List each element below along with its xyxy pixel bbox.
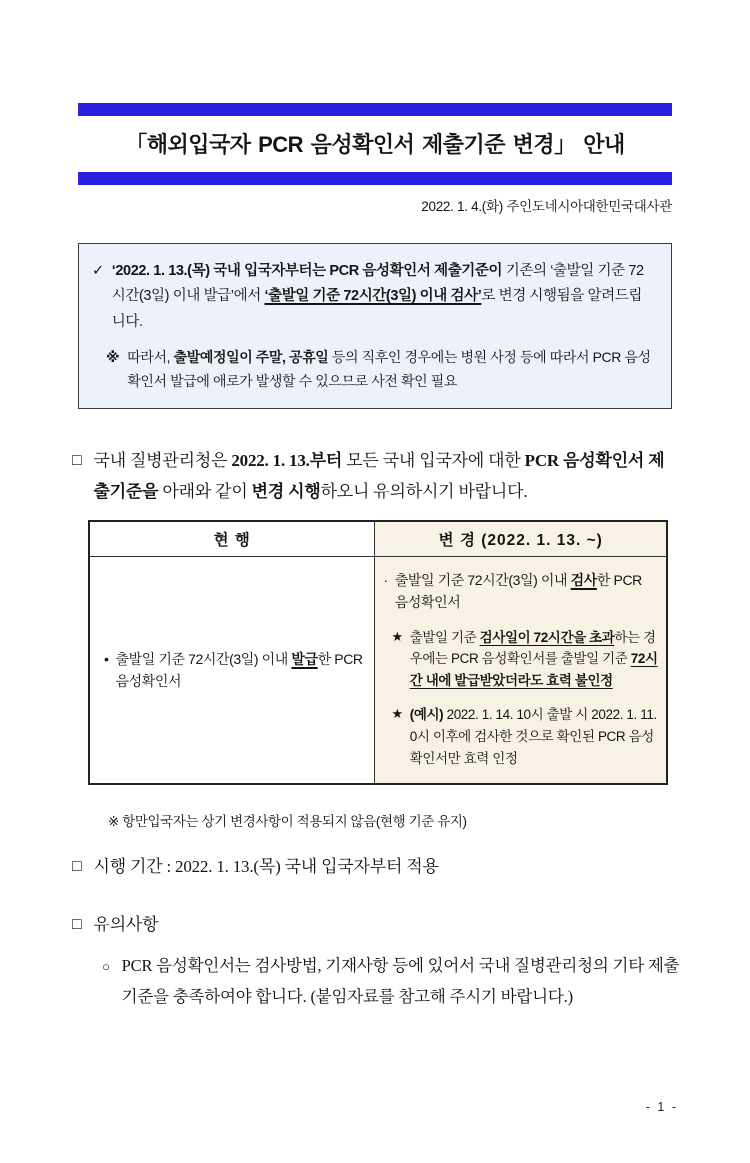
intro-topic-bold: PCR 음성확인서 제출기준을	[93, 450, 665, 502]
notice-seg-emphasis: ‘출발일 기준 72시간(3일) 이내 검사’	[264, 288, 482, 305]
changed-seg3: 한 PCR 음성확인서	[394, 571, 642, 611]
implementation-period-text: 시행 기간 : 2022. 1. 13.(목) 국내 입국자부터 적용	[93, 857, 439, 877]
intro-seg7: 하오니 유의하시기 바랍니다.	[320, 482, 528, 502]
dot-bullet-icon: •	[104, 650, 109, 667]
notice-main-text	[112, 259, 655, 335]
star-icon: ★	[391, 628, 403, 644]
star-icon: ★	[391, 706, 403, 722]
example-seg2: 2022. 1. 14. 10시 출발 시 2022. 1. 11. 0시 이후에 검사한 것으로 확인된 PCR 음성확인서만 효력 인정	[409, 707, 657, 766]
example-label-bold: (예시)	[409, 707, 444, 723]
current-seg1: 출발일 기준 72시간(3일) 이내	[115, 650, 292, 667]
check-icon: ✓	[92, 262, 104, 279]
exceed-emphasis2: 72시간 내에 발급받았더라도 효력 불인정	[409, 651, 658, 688]
notice-sub-line	[92, 345, 655, 394]
circle-bullet-icon: ○	[102, 959, 110, 975]
current-rule-text	[116, 648, 365, 693]
notice-box	[78, 243, 672, 409]
column-header-current: 현 행	[89, 521, 375, 557]
square-bullet-icon: □	[72, 451, 82, 469]
exceed-seg3: 하는 경우에는 PCR 음성확인서를 출발일 기준	[409, 629, 656, 667]
table-header-row	[89, 521, 667, 557]
changed-seg1: 출발일 기준 72시간(3일) 이내	[394, 571, 571, 588]
current-rule-cell	[89, 556, 375, 784]
changed-rule-item	[383, 569, 658, 614]
exceed-seg1: 출발일 기준	[409, 629, 480, 645]
square-bullet-icon: □	[72, 858, 82, 876]
intro-seg3: 모든 국내 입국자에 대한	[342, 450, 525, 470]
changed-rule-text	[395, 569, 658, 614]
current-seg3: 한 PCR 음성확인서	[115, 650, 363, 689]
title-bottom-accent-bar	[78, 172, 672, 185]
notice-main-line	[92, 259, 655, 335]
notice-seg-tail: 로 변경 시행됨을 알려드립니다.	[111, 288, 642, 330]
current-issued-emphasis: 발급	[291, 650, 318, 667]
implementation-period	[72, 851, 680, 882]
current-rule-item	[104, 648, 364, 693]
notice-seg-regular: 기존의 ‘출발일 기준 72시간(3일) 이내 발급’에서	[111, 262, 644, 305]
caution-item	[102, 951, 680, 1012]
caution-item-text: PCR 음성확인서는 검사방법, 기재사항 등에 있어서 국내 질병관리청의 기타 제출기준을 충족하여야 합니다. (붙임자료를 참고해 주시기 바랍니다.)	[121, 956, 680, 1006]
page-title: 「해외입국자 PCR 음성확인서 제출기준 변경」 안내	[125, 132, 625, 157]
notice-sub-text	[127, 345, 655, 394]
port-entry-note: ※ 항만입국자는 상기 변경사항이 적용되지 않음(현행 기준 유지)	[108, 814, 467, 830]
changed-note-example-text	[410, 704, 658, 769]
changed-note-example	[383, 704, 658, 769]
date-and-issuer-line: 2022. 1. 4.(화) 주인도네시아대한민국대사관	[421, 198, 672, 214]
intro-date-bold: 2022. 1. 13.부터	[231, 450, 343, 470]
table-body-row	[89, 556, 667, 784]
changed-note-exceed	[383, 627, 658, 692]
changed-rule-cell	[375, 556, 667, 784]
cautions-heading	[72, 909, 680, 940]
comparison-table	[88, 520, 668, 785]
column-header-changed: 변 경 (2022. 1. 13. ~)	[375, 521, 667, 557]
middot-bullet-icon: ·	[383, 571, 388, 588]
intro-seg1: 국내 질병관리청은	[93, 450, 232, 470]
notice-seg-bold: ‘2022. 1. 13.(목) 국내 입국자부터는 PCR 음성확인서 제출기준이	[111, 262, 503, 279]
intro-paragraph	[72, 445, 680, 508]
intro-seg5: 아래와 같이	[158, 482, 252, 502]
exceed-emphasis1: 검사일이 72시간을 초과	[479, 629, 615, 645]
notice-sub-seg3: 등의 직후인 경우에는 병원 사정 등에 따라서 PCR 음성확인서 발급에 애로가 발생할 수 있으므로 사전 확인 필요	[127, 348, 651, 390]
document-page	[0, 103, 750, 1163]
reference-mark-icon: ※	[106, 348, 120, 365]
square-bullet-icon: □	[72, 915, 82, 933]
changed-note-exceed-text	[410, 627, 658, 692]
top-accent-bar	[78, 103, 672, 116]
intro-change-bold: 변경 시행	[251, 482, 321, 502]
notice-sub-seg-bold: 출발예정일이 주말, 공휴일	[173, 348, 329, 365]
changed-tested-emphasis: 검사	[570, 571, 597, 588]
page-number: - 1 -	[645, 1100, 678, 1114]
intro-text	[93, 445, 680, 508]
notice-sub-seg1: 따라서,	[127, 348, 174, 365]
cautions-heading-text: 유의사항	[93, 914, 159, 934]
